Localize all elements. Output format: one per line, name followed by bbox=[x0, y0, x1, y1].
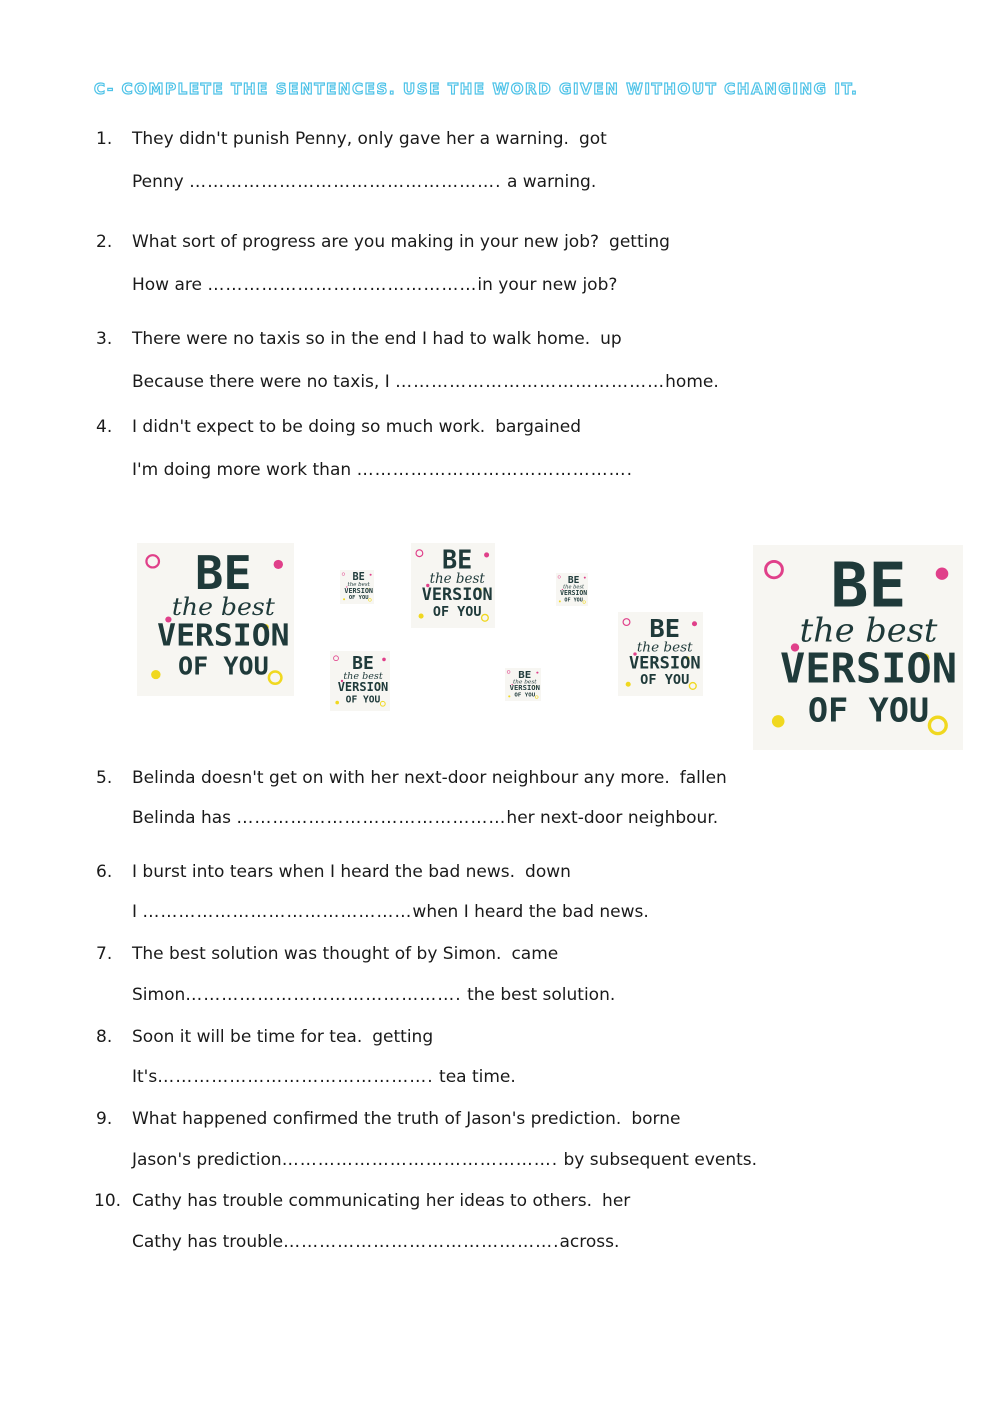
poster-text-line2: the best bbox=[799, 610, 938, 650]
poster-text-line2: the best bbox=[636, 639, 693, 656]
doodle-mark bbox=[419, 614, 424, 619]
poster-image bbox=[137, 543, 294, 696]
item-question: I burst into tears when I heard the bad news. down bbox=[132, 862, 571, 882]
doodle-mark bbox=[929, 717, 946, 733]
item-question: The best solution was thought of by Simon. came bbox=[132, 944, 559, 964]
item-answer-line[interactable]: Penny ……………………………………………. a warning. bbox=[132, 172, 597, 192]
doodle-mark bbox=[689, 683, 696, 690]
doodle-mark bbox=[380, 701, 385, 706]
item-answer-line[interactable]: Cathy has trouble……………………………………….across. bbox=[132, 1232, 620, 1252]
item-number: 10. bbox=[94, 1191, 122, 1211]
item-keyword: up bbox=[600, 329, 622, 349]
item-number: 5. bbox=[96, 768, 113, 788]
poster-image bbox=[411, 543, 495, 628]
poster-image bbox=[556, 573, 588, 606]
doodle-mark bbox=[274, 560, 283, 569]
doodle-mark bbox=[335, 701, 339, 705]
item-question: There were no taxis so in the end I had to walk home. up bbox=[132, 329, 622, 349]
poster-text-line4: OF YOU bbox=[640, 672, 690, 689]
poster-text-line1: BE bbox=[352, 572, 365, 584]
item-keyword: bargained bbox=[495, 417, 582, 437]
poster-text-line2: the best bbox=[512, 679, 537, 686]
item-number: 6. bbox=[96, 862, 113, 882]
poster-image bbox=[618, 612, 703, 696]
poster-text-line4: OF YOU bbox=[348, 595, 369, 602]
item-question: What sort of progress are you making in your new job? getting bbox=[132, 232, 670, 252]
doodle-mark bbox=[382, 658, 386, 662]
poster-text-line1: BE bbox=[567, 574, 580, 586]
doodle-mark bbox=[692, 621, 697, 626]
exercise-heading: C- COMPLETE THE SENTENCES. USE THE WORD GIVEN WITHOUT CHANGING IT. bbox=[94, 80, 859, 98]
poster-text-line2: the best bbox=[347, 581, 370, 588]
item-answer-line[interactable]: Jason's prediction………………………………………. by subsequent events. bbox=[132, 1150, 758, 1170]
item-keyword: getting bbox=[372, 1027, 434, 1047]
doodle-mark bbox=[623, 619, 630, 626]
doodle-mark bbox=[508, 695, 510, 697]
item-answer-line[interactable]: Because there were no taxis, I ………………………………………home. bbox=[132, 372, 719, 392]
item-number: 1. bbox=[96, 129, 113, 149]
item-number: 7. bbox=[96, 944, 113, 964]
doodle-mark bbox=[370, 574, 372, 576]
doodle-mark bbox=[369, 599, 372, 602]
doodle-mark bbox=[482, 614, 489, 621]
item-number: 9. bbox=[96, 1109, 113, 1129]
poster-text-line3: VERSION bbox=[421, 583, 493, 604]
item-answer-line[interactable]: How are ………………………………………in your new job? bbox=[132, 275, 618, 295]
poster-text-line4: OF YOU bbox=[177, 651, 269, 681]
poster-text-line1: BE bbox=[518, 669, 532, 681]
item-answer-line[interactable]: I ………………………………………when I heard the bad news. bbox=[132, 902, 649, 922]
poster-text-line3: VERSION bbox=[337, 680, 389, 695]
doodle-mark bbox=[536, 672, 538, 674]
doodle-mark bbox=[626, 682, 631, 687]
poster-text-line3: VERSION bbox=[560, 589, 588, 598]
poster-text-line4: OF YOU bbox=[432, 604, 482, 621]
poster-image bbox=[753, 545, 963, 750]
item-answer-line[interactable]: Simon………………………………………. the best solution. bbox=[132, 985, 616, 1005]
doodle-mark bbox=[416, 550, 423, 557]
doodle-mark bbox=[535, 696, 538, 699]
item-keyword: getting bbox=[609, 232, 670, 252]
item-keyword: borne bbox=[631, 1109, 681, 1129]
doodle-mark bbox=[342, 573, 345, 576]
doodle-mark bbox=[151, 670, 160, 679]
poster-image bbox=[505, 668, 541, 701]
poster-text-line2: the best bbox=[171, 592, 275, 621]
item-keyword: her bbox=[602, 1191, 631, 1211]
poster-text-line3: VERSION bbox=[628, 652, 701, 673]
poster-text-line4: OF YOU bbox=[514, 692, 536, 699]
item-number: 4. bbox=[96, 417, 113, 437]
poster-image bbox=[330, 651, 390, 711]
item-keyword: fallen bbox=[679, 768, 727, 788]
poster-text-line1: BE bbox=[649, 613, 681, 644]
poster-text-line1: BE bbox=[352, 653, 374, 674]
doodle-mark bbox=[559, 600, 561, 602]
doodle-mark bbox=[936, 568, 949, 580]
poster-text-line1: BE bbox=[830, 549, 907, 622]
poster-text-line1: BE bbox=[194, 546, 252, 600]
poster-text-line3: VERSION bbox=[344, 586, 374, 595]
poster-text-line4: OF YOU bbox=[345, 694, 381, 706]
doodle-mark bbox=[584, 577, 586, 579]
poster-text-line2: the best bbox=[429, 570, 485, 587]
poster-text-line4: OF YOU bbox=[564, 597, 583, 604]
item-number: 3. bbox=[96, 329, 113, 349]
item-number: 2. bbox=[96, 232, 113, 252]
poster-text-line3: VERSION bbox=[157, 617, 290, 654]
item-answer-line[interactable]: I'm doing more work than ………………………………………. bbox=[132, 460, 633, 480]
poster-text-line3: VERSION bbox=[779, 643, 958, 693]
item-keyword: got bbox=[578, 129, 607, 149]
doodle-mark bbox=[269, 672, 282, 684]
poster-image bbox=[340, 570, 374, 604]
item-question: Cathy has trouble communicating her ideas to others. her bbox=[132, 1191, 631, 1211]
item-answer-line[interactable]: It's………………………………………. tea time. bbox=[132, 1067, 516, 1087]
doodle-mark bbox=[334, 656, 339, 661]
poster-text-line3: VERSION bbox=[509, 684, 540, 693]
doodle-mark bbox=[507, 671, 510, 674]
item-question: They didn't punish Penny, only gave her a warning. got bbox=[132, 129, 607, 149]
item-question: Soon it will be time for tea. getting bbox=[132, 1027, 434, 1047]
doodle-mark bbox=[484, 552, 489, 557]
doodle-mark bbox=[146, 555, 159, 567]
doodle-mark bbox=[772, 715, 785, 727]
item-answer-line[interactable]: Belinda has ………………………………………her next-door neighbour. bbox=[132, 808, 719, 828]
item-keyword: came bbox=[511, 944, 559, 964]
poster-text-line2: the best bbox=[563, 584, 585, 591]
doodle-mark bbox=[343, 598, 345, 600]
item-question: What happened confirmed the truth of Jason's prediction. borne bbox=[132, 1109, 681, 1129]
poster-text-line4: OF YOU bbox=[807, 690, 930, 730]
item-keyword: down bbox=[525, 862, 571, 882]
poster-text-line2: the best bbox=[343, 671, 383, 683]
item-question: I didn't expect to be doing so much work. bargained bbox=[132, 417, 582, 437]
doodle-mark bbox=[558, 576, 561, 579]
doodle-mark bbox=[766, 561, 783, 577]
poster-text-line1: BE bbox=[442, 544, 473, 575]
item-question: Belinda doesn't get on with her next-door neighbour any more. fallen bbox=[132, 768, 727, 788]
doodle-mark bbox=[583, 601, 586, 604]
item-number: 8. bbox=[96, 1027, 113, 1047]
